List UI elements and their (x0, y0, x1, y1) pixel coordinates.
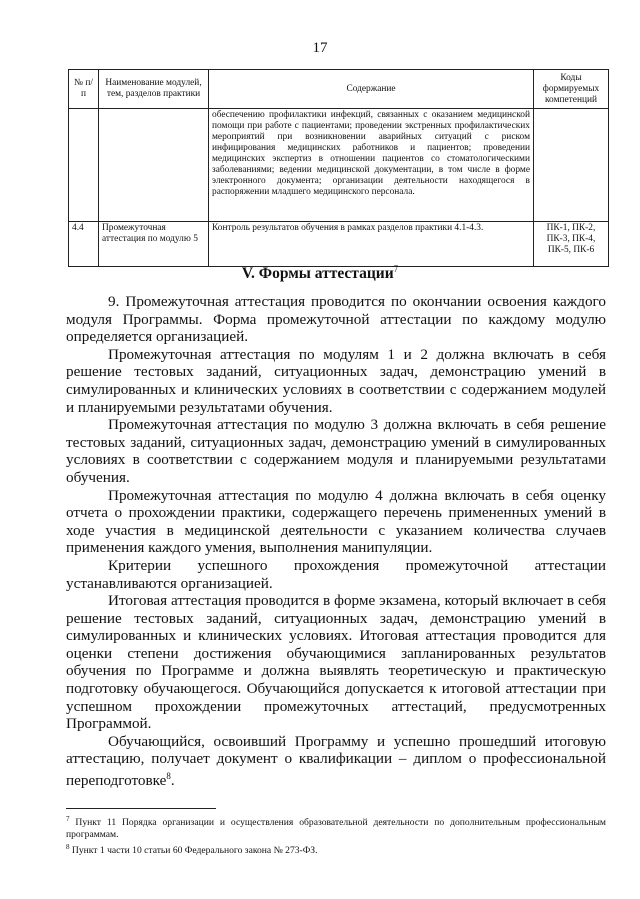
cell-num (69, 109, 99, 222)
cell-module (99, 109, 209, 222)
curriculum-table (68, 69, 609, 267)
footnote-mark: 7 (66, 815, 70, 823)
paragraph-text: Обучающийся, освоивший Программу и успешно прошедший итоговую аттестацию, получает документ о квалификации – диплом о профессиональной переподготовке (66, 732, 606, 790)
cell-content: обеспечению профилактики инфекций, связанных с оказанием медицинской помощи при работе с пациентами; проведении экстренных профилактических мероприятий при возникновении аварийных ситуаций с риском инфицирования медицинских работников и пациентов; проведении медицинских экспертиз в отношении пациентов со стоматологическими заболеваниями; ведении медицинской документации, в том числе в форме электронного документа; организации деятельности находящегося в распоряжении младшего медицинского персонала. (209, 109, 534, 222)
paragraph: 9. Промежуточная аттестация проводится по окончании освоения каждого модуля Программы. Форма промежуточной аттестации по каждому модулю определяется организацией. (66, 293, 606, 346)
table-header-row (69, 70, 609, 109)
footnote-ref: 8 (166, 771, 171, 782)
footnote (66, 841, 606, 857)
paragraph: Промежуточная аттестация по модулю 3 должна включать в себя решение тестовых заданий, ситуационных задач, демонстрацию умений в симулированных условиях в соответствии с содержанием модуля и планируемыми результатами обучения. (66, 416, 606, 486)
paragraph: Промежуточная аттестация по модулям 1 и 2 должна включать в себя решение тестовых заданий, ситуационных задач, демонстрацию умений в симулированных и клинических условиях в соответствии с содержанием модулей и планируемыми результатами обучения. (66, 345, 606, 416)
footnote-text: Пункт 1 части 10 статьи 60 Федерального закона № 273-ФЗ. (69, 845, 318, 857)
body-text (66, 293, 606, 790)
table-row (69, 222, 609, 267)
paragraph: Промежуточная аттестация по модулю 4 должна включать в себя оценку отчета о прохождении практики, содержащего перечень примененных умений в ходе участия в медицинской деятельности с указанием количества случаев применения каждого умения, выполнения манипуляции. (66, 486, 606, 557)
footnote-text: Пункт 11 Порядка организации и осуществления образовательной деятельности по дополнительным профессиональным программам. (66, 817, 606, 841)
section-title (0, 264, 640, 283)
footnote-ref: 7 (393, 264, 399, 274)
paragraph (66, 733, 606, 790)
page-number: 17 (312, 40, 328, 56)
header-module: Наименование модулей, тем, разделов практики (99, 70, 209, 109)
section-title-text: V. Формы аттестации (241, 265, 394, 283)
footnote (66, 813, 606, 841)
cell-num: 4.4 (69, 222, 99, 267)
table-row (69, 109, 609, 222)
paragraph-end: . (170, 772, 175, 790)
cell-module: Промежуточная аттестация по модулю 5 (99, 222, 209, 267)
header-content: Содержание (209, 70, 534, 109)
paragraph: Критерии успешного прохождения промежуточной аттестации устанавливаются организацией. (66, 556, 606, 592)
header-num: № п/п (69, 70, 99, 109)
footnote-mark: 8 (66, 843, 70, 852)
paragraph: Итоговая аттестация проводится в форме экзамена, который включает в себя решение тестовых заданий, ситуационных задач, демонстрацию умений в симулированных и клинических условиях. Итоговая аттестация проводится для оценки степени достижения обучающимися запланированных результатов обучения по Программе и должна выявлять теоретическую и практическую подготовку обучающегося. Обучающийся допускается к итоговой аттестации при успешном прохождении промежуточных аттестаций, предусмотренных Программой. (66, 592, 606, 733)
cell-codes (534, 109, 609, 222)
footnotes (66, 813, 606, 857)
header-codes: Коды формируемых компетенций (534, 70, 609, 109)
footnote-divider (66, 808, 216, 809)
cell-content: Контроль результатов обучения в рамках разделов практики 4.1-4.3. (209, 222, 534, 267)
cell-codes: ПК-1, ПК-2, ПК-3, ПК-4, ПК-5, ПК-6 (534, 222, 609, 267)
